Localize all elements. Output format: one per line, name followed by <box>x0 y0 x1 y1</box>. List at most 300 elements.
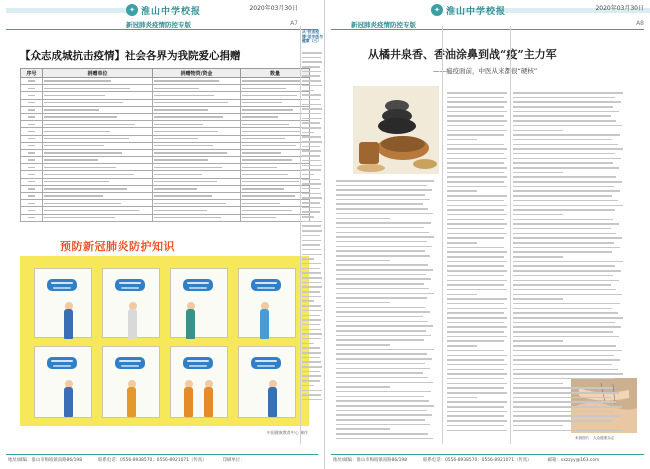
text-line <box>302 343 314 345</box>
text-line <box>336 288 429 290</box>
text-line <box>447 308 507 310</box>
donation-table <box>20 68 310 222</box>
table-row <box>21 185 310 192</box>
text-line <box>302 338 321 340</box>
text-line <box>302 80 321 82</box>
table-row <box>21 157 310 164</box>
text-line <box>302 225 321 227</box>
text-line <box>447 139 477 141</box>
text-line <box>302 286 322 288</box>
text-line <box>302 141 322 143</box>
person-figure <box>64 309 73 339</box>
header-rule <box>6 29 318 30</box>
text-line <box>513 355 614 357</box>
text-line <box>447 130 507 132</box>
text-line <box>302 357 320 359</box>
text-line <box>447 364 507 366</box>
text-line <box>513 284 611 286</box>
text-line <box>447 181 504 183</box>
text-line <box>513 200 618 202</box>
text-line <box>302 183 321 185</box>
table-cell <box>21 207 43 214</box>
text-line <box>447 167 507 169</box>
text-line <box>447 106 504 108</box>
text-line <box>513 265 615 267</box>
table-cell <box>43 164 153 171</box>
text-line <box>302 179 320 181</box>
table-cell <box>153 128 241 135</box>
table-cell <box>43 171 153 178</box>
text-line <box>447 134 504 136</box>
text-line <box>513 303 620 305</box>
text-line <box>513 383 563 385</box>
text-line <box>336 302 390 304</box>
text-line <box>336 180 434 182</box>
text-line <box>513 317 623 319</box>
table-cell <box>153 121 241 128</box>
protection-knowledge-title: 预防新冠肺炎防护知识 <box>60 240 175 253</box>
text-line <box>336 363 425 365</box>
table-row <box>21 207 310 214</box>
table-cell <box>21 214 43 221</box>
text-line <box>336 278 431 280</box>
text-line <box>447 153 504 155</box>
text-line <box>513 158 621 160</box>
text-line <box>302 150 321 152</box>
text-line <box>302 174 314 176</box>
table-cell <box>153 149 241 156</box>
text-line <box>513 181 622 183</box>
text-line <box>513 228 611 230</box>
text-line <box>513 294 622 296</box>
page-number: A8 <box>636 20 644 27</box>
poster-caption: 中国健康教育中心 制作 <box>266 430 308 435</box>
protection-poster <box>20 256 309 426</box>
text-line <box>336 349 434 351</box>
poster-card-badge <box>47 357 77 369</box>
column-divider <box>300 26 301 444</box>
herbal-medicine-photo <box>353 86 439 174</box>
table-cell <box>43 185 153 192</box>
text-line <box>302 352 321 354</box>
col-header-qty: 数量 <box>241 69 310 78</box>
text-line <box>336 400 429 402</box>
text-line <box>513 209 615 211</box>
text-line <box>513 97 615 99</box>
table-cell <box>153 200 241 207</box>
text-line <box>513 195 612 197</box>
table-cell <box>21 171 43 178</box>
table-cell <box>153 214 241 221</box>
col-header-item: 捐赠物资/资金 <box>153 69 241 78</box>
table-cell <box>153 135 241 142</box>
table-cell <box>21 149 43 156</box>
text-line <box>336 428 390 430</box>
text-line <box>302 235 320 237</box>
text-line <box>302 324 320 326</box>
table-cell <box>153 85 241 92</box>
text-line <box>336 424 430 426</box>
herbal-medicine-image <box>353 86 439 174</box>
text-line <box>302 108 322 110</box>
text-line <box>513 373 623 375</box>
text-line <box>302 99 320 101</box>
text-line <box>513 167 619 169</box>
text-line <box>336 264 428 266</box>
text-line <box>336 353 427 355</box>
text-line <box>447 303 504 305</box>
masthead-banner <box>6 8 136 13</box>
text-line <box>302 291 320 293</box>
person-figure <box>128 309 137 339</box>
table-cell <box>21 142 43 149</box>
text-line <box>447 101 507 103</box>
text-line <box>447 172 504 174</box>
text-line <box>447 195 507 197</box>
text-line <box>302 216 314 218</box>
text-line <box>447 120 507 122</box>
table-row <box>21 149 310 156</box>
text-line <box>513 120 616 122</box>
text-line <box>336 194 425 196</box>
text-line <box>302 244 320 246</box>
footer-email: 邮箱：xxzzyy@163.com <box>547 458 600 463</box>
text-line <box>336 236 434 238</box>
text-line <box>513 134 620 136</box>
text-line <box>513 214 563 216</box>
table-cell <box>43 135 153 142</box>
text-line <box>302 305 321 307</box>
text-line <box>447 219 504 221</box>
person-figure <box>268 387 277 417</box>
text-line <box>447 251 507 253</box>
text-line <box>336 330 426 332</box>
text-line <box>447 359 504 361</box>
text-line <box>447 261 507 263</box>
poster-card <box>238 346 296 418</box>
page-header <box>6 3 318 31</box>
text-line <box>302 258 314 260</box>
poster-card-badge <box>183 279 213 291</box>
text-line <box>513 392 619 394</box>
poster-card <box>170 346 228 418</box>
text-line <box>336 414 432 416</box>
table-row <box>21 128 310 135</box>
text-line <box>513 190 620 192</box>
text-line <box>336 405 434 407</box>
text-line <box>447 148 507 150</box>
text-line <box>513 101 621 103</box>
text-line <box>513 387 613 389</box>
text-line <box>513 176 616 178</box>
table-cell <box>21 99 43 106</box>
article-column-3 <box>513 92 623 434</box>
text-line <box>302 211 320 213</box>
text-line <box>302 254 322 256</box>
poster-card <box>34 268 92 338</box>
text-line <box>302 310 322 312</box>
text-line <box>336 339 424 341</box>
text-line <box>302 127 321 129</box>
text-line <box>513 125 622 127</box>
table-row <box>21 142 310 149</box>
table-row <box>21 135 310 142</box>
table-cell <box>153 99 241 106</box>
text-line <box>447 92 507 94</box>
text-line <box>447 270 507 272</box>
text-line <box>447 294 477 296</box>
text-line <box>447 125 504 127</box>
text-line <box>513 223 619 225</box>
text-line <box>302 193 321 195</box>
text-line <box>447 289 507 291</box>
text-line <box>336 410 427 412</box>
table-row <box>21 200 310 207</box>
text-line <box>447 340 504 342</box>
text-line <box>302 221 322 223</box>
text-line <box>513 289 616 291</box>
table-cell <box>21 193 43 200</box>
text-line <box>447 425 504 427</box>
table-cell <box>153 171 241 178</box>
text-line <box>302 249 321 251</box>
text-line <box>336 227 424 229</box>
table-cell <box>153 106 241 113</box>
text-line <box>336 255 430 257</box>
table-cell <box>153 185 241 192</box>
side-column-title: 从"抗击疫情"谈中医与健康（三） <box>302 29 323 44</box>
text-line <box>336 208 428 210</box>
footer-phone: 联系电话：0556-8938570；0556-8921071（传真） <box>423 458 532 463</box>
masthead-title: 淮山中学校报 <box>141 6 202 17</box>
text-line <box>447 158 507 160</box>
text-line <box>513 139 612 141</box>
text-line <box>447 322 504 324</box>
article-column-2b <box>447 92 507 434</box>
text-line <box>302 268 320 270</box>
text-line <box>336 382 433 384</box>
col-header-donor: 捐赠单位 <box>43 69 153 78</box>
text-line <box>336 311 430 313</box>
text-line <box>447 373 507 375</box>
poster-card <box>170 268 228 338</box>
text-line <box>513 186 614 188</box>
text-line <box>513 364 612 366</box>
text-line <box>447 237 504 239</box>
text-line <box>336 368 430 370</box>
table-row <box>21 193 310 200</box>
text-line <box>336 419 425 421</box>
text-line <box>447 415 504 417</box>
text-line <box>336 241 427 243</box>
table-cell <box>43 193 153 200</box>
text-line <box>513 115 611 117</box>
text-line <box>447 176 507 178</box>
text-line <box>513 242 614 244</box>
text-line <box>336 307 425 309</box>
text-line <box>513 92 623 94</box>
text-line <box>336 372 423 374</box>
text-line <box>302 188 320 190</box>
table-cell <box>43 178 153 185</box>
text-line <box>513 345 616 347</box>
text-line <box>513 237 622 239</box>
text-line <box>336 344 390 346</box>
text-line <box>336 316 423 318</box>
text-line <box>447 401 507 403</box>
text-line <box>447 298 507 300</box>
text-line <box>302 57 321 59</box>
person-figure <box>186 309 195 339</box>
text-line <box>513 172 563 174</box>
table-cell <box>153 207 241 214</box>
text-line <box>447 228 504 230</box>
text-line <box>447 397 477 399</box>
table-cell <box>43 200 153 207</box>
text-line <box>513 378 615 380</box>
text-line <box>447 275 504 277</box>
poster-card <box>238 268 296 338</box>
person-figure <box>64 387 73 417</box>
table-cell <box>43 85 153 92</box>
text-line <box>302 366 322 368</box>
text-line <box>302 169 321 171</box>
text-line <box>513 322 615 324</box>
table-cell <box>21 164 43 171</box>
text-line <box>513 415 620 417</box>
school-logo-icon: ✦ <box>431 4 443 16</box>
article-column-1 <box>336 180 434 443</box>
text-line <box>447 233 507 235</box>
text-line <box>302 272 321 274</box>
section-label: 新冠肺炎疫情防控专版 <box>126 21 191 29</box>
poster-card-badge <box>115 279 145 291</box>
text-line <box>302 347 320 349</box>
text-line <box>513 144 618 146</box>
footer-phone: 联系电话：0556-8938570；0556-8921071（传真） <box>98 458 207 463</box>
text-line <box>336 386 390 388</box>
text-line <box>447 162 504 164</box>
text-line <box>447 265 504 267</box>
text-line <box>513 261 623 263</box>
text-line <box>302 90 314 92</box>
section-label: 新冠肺炎疫情防控专版 <box>351 21 416 29</box>
text-line <box>513 359 620 361</box>
text-line <box>447 420 507 422</box>
table-cell <box>21 92 43 99</box>
text-line <box>302 319 321 321</box>
text-line <box>447 430 507 432</box>
text-line <box>302 375 321 377</box>
text-line <box>302 399 322 401</box>
text-line <box>513 411 614 413</box>
text-line <box>447 383 507 385</box>
text-line <box>302 371 320 373</box>
text-line <box>513 340 563 342</box>
photo-caption: 来源图片：大众健康杂志 <box>575 436 615 440</box>
text-line <box>302 197 322 199</box>
text-line <box>513 219 613 221</box>
text-line <box>302 263 321 265</box>
text-line <box>336 293 434 295</box>
footer-printer: 印刷单位： <box>222 458 245 463</box>
table-cell <box>153 178 241 185</box>
text-line <box>336 396 424 398</box>
text-line <box>336 189 432 191</box>
text-line <box>336 377 428 379</box>
footer-address: 地址/邮编：淮山市梅坡镇南路86/198 <box>8 458 83 463</box>
text-line <box>336 335 431 337</box>
text-line <box>447 223 507 225</box>
text-line <box>336 438 433 440</box>
text-line <box>447 186 507 188</box>
text-line <box>513 326 621 328</box>
text-line <box>336 199 430 201</box>
text-line <box>336 325 433 327</box>
issue-date: 2020年03月30日 <box>595 5 644 12</box>
table-cell <box>153 157 241 164</box>
text-line <box>302 165 322 167</box>
table-cell <box>43 99 153 106</box>
text-line <box>447 369 504 371</box>
text-line <box>302 160 321 162</box>
text-line <box>513 298 563 300</box>
poster-card-badge <box>183 357 213 369</box>
text-line <box>302 146 320 148</box>
text-line <box>302 329 321 331</box>
text-line <box>513 312 618 314</box>
table-row <box>21 214 310 221</box>
table-cell <box>43 149 153 156</box>
text-line <box>302 118 322 120</box>
text-line <box>336 250 425 252</box>
table-cell <box>21 135 43 142</box>
table-cell <box>43 92 153 99</box>
text-line <box>302 390 322 392</box>
footer-address: 地址/邮编：淮山市梅坡镇南路86/198 <box>333 458 408 463</box>
table-cell <box>21 178 43 185</box>
text-line <box>447 256 504 258</box>
text-line <box>447 190 477 192</box>
text-line <box>513 336 619 338</box>
text-line <box>513 130 563 132</box>
table-cell <box>43 128 153 135</box>
donation-title: 【众志成城抗击疫情】社会各界为我院爱心捐赠 <box>20 50 241 62</box>
text-line <box>336 297 427 299</box>
text-line <box>302 282 321 284</box>
text-line <box>302 136 321 138</box>
text-line <box>447 97 504 99</box>
text-line <box>447 392 507 394</box>
text-line <box>302 94 321 96</box>
text-line <box>447 345 477 347</box>
masthead-title: 淮山中学校报 <box>446 6 507 17</box>
text-line <box>302 315 320 317</box>
text-line <box>336 433 428 435</box>
table-cell <box>153 78 241 85</box>
table-row <box>21 92 310 99</box>
table-cell <box>21 185 43 192</box>
table-cell <box>43 78 153 85</box>
text-line <box>513 256 563 258</box>
table-cell <box>21 200 43 207</box>
text-line <box>336 283 424 285</box>
poster-card <box>34 346 92 418</box>
text-line <box>513 106 613 108</box>
table-cell <box>43 207 153 214</box>
poster-card-badge <box>115 357 145 369</box>
article-subtitle: ——瘟疫面前，中医从来都很“硬核” <box>433 67 538 75</box>
